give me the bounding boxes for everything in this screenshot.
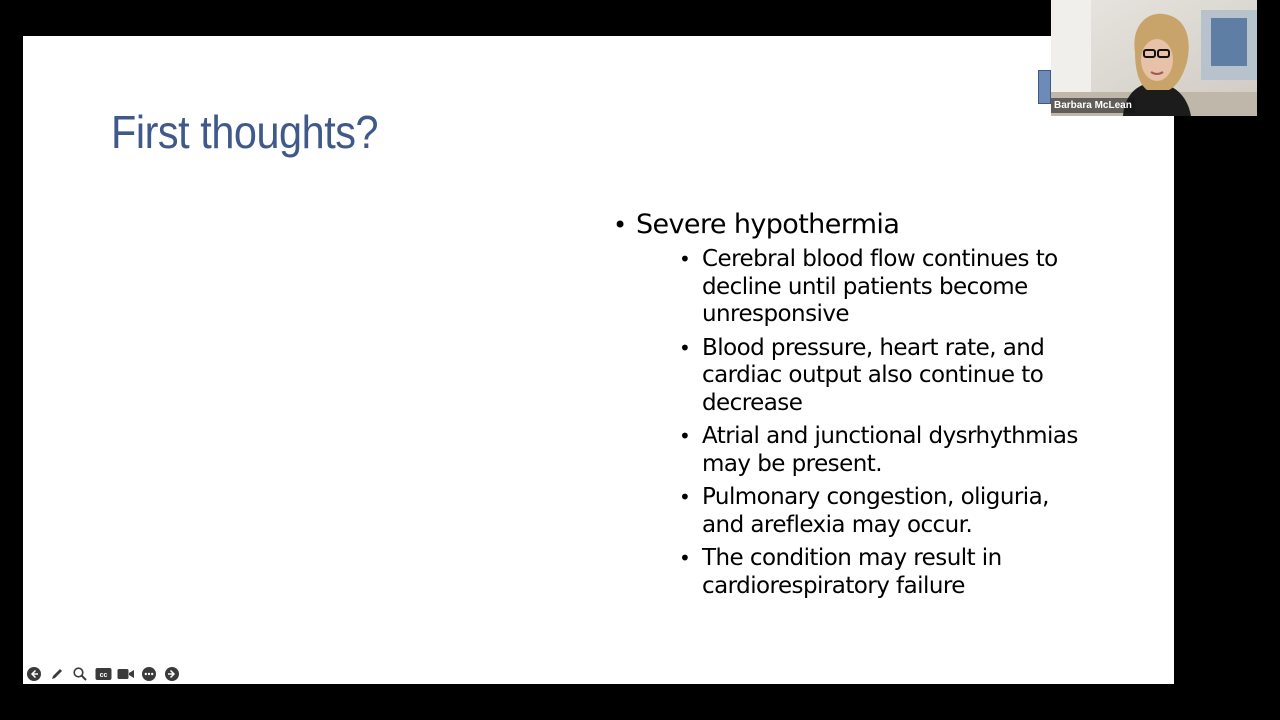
sub-bullet-item bbox=[679, 335, 1083, 418]
bullet-text: Severe hypothermia bbox=[636, 209, 900, 240]
forward-arrow-icon[interactable] bbox=[163, 665, 181, 683]
participant-video[interactable] bbox=[1051, 0, 1257, 116]
svg-text:cc: cc bbox=[99, 672, 107, 679]
back-arrow-icon[interactable] bbox=[25, 665, 43, 683]
sub-bullet-text: Pulmonary congestion, oliguria, and areflexia may occur. bbox=[702, 484, 1049, 538]
slide-content bbox=[613, 208, 1083, 606]
sub-bullet-text: The condition may result in cardiorespiratory failure bbox=[702, 545, 1002, 599]
zoom-icon[interactable] bbox=[71, 665, 89, 683]
pen-icon[interactable] bbox=[48, 665, 66, 683]
more-icon[interactable] bbox=[140, 665, 158, 683]
sub-bullet-text: Blood pressure, heart rate, and cardiac output also continue to decrease bbox=[702, 334, 1045, 416]
presenter-toolbar bbox=[25, 665, 181, 683]
sub-bullet-marker: • bbox=[679, 485, 691, 509]
bullet-item bbox=[613, 208, 1083, 600]
sub-bullet-item bbox=[679, 246, 1083, 329]
captions-icon[interactable] bbox=[94, 665, 112, 683]
sub-bullet-marker: • bbox=[679, 424, 691, 448]
sub-bullet-item bbox=[679, 423, 1083, 478]
shared-screen-thumbnail[interactable] bbox=[1038, 70, 1051, 104]
sub-bullet-text: Cerebral blood flow continues to decline until patients become unresponsive bbox=[702, 246, 1058, 327]
sub-bullet-list bbox=[636, 246, 1083, 600]
sub-bullet-marker: • bbox=[679, 247, 691, 271]
camera-icon[interactable] bbox=[117, 665, 135, 683]
sub-bullet-item bbox=[679, 545, 1083, 600]
sub-bullet-text: Atrial and junctional dysrhythmias may be present. bbox=[702, 423, 1078, 477]
sub-bullet-item bbox=[679, 484, 1083, 539]
slide bbox=[23, 36, 1174, 684]
sub-bullet-marker: • bbox=[679, 335, 691, 360]
bullet-list bbox=[613, 208, 1083, 600]
bullet-marker: • bbox=[613, 211, 627, 239]
slide-title: First thoughts? bbox=[111, 106, 379, 158]
sub-bullet-marker: • bbox=[679, 546, 691, 570]
participant-name: Barbara McLean bbox=[1051, 98, 1135, 113]
